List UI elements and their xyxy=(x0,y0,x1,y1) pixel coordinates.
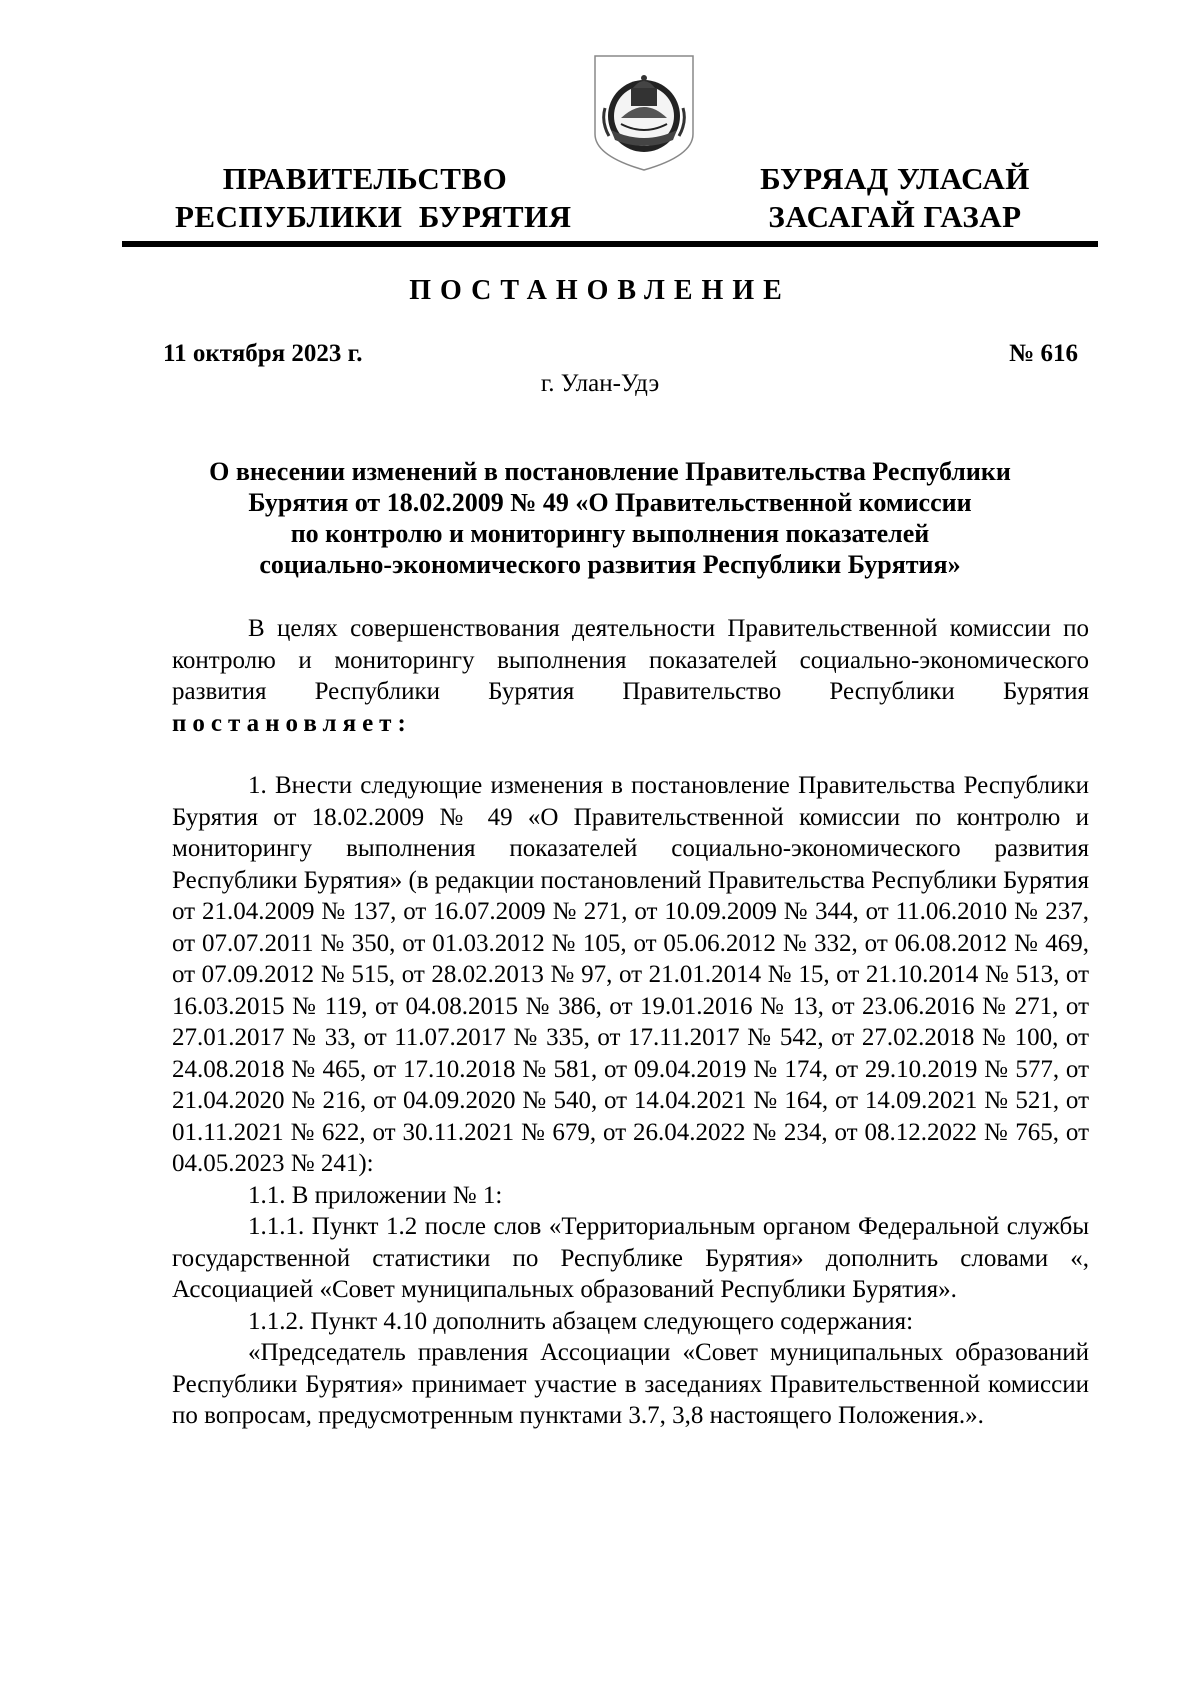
document-body xyxy=(172,613,1089,1432)
document-number: № 616 xyxy=(1009,340,1078,367)
issuer-line-2: РЕСПУБЛИКИ БУРЯТИЯ xyxy=(175,199,572,234)
header-divider xyxy=(122,241,1098,247)
issuer-name-russian xyxy=(175,160,572,236)
document-type: ПОСТАНОВЛЕНИЕ xyxy=(409,275,791,306)
coat-of-arms-icon xyxy=(591,52,697,174)
document-date: 11 октября 2023 г. xyxy=(163,340,363,367)
item-1-1-paragraph: 1.1. В приложении № 1: xyxy=(248,1181,503,1209)
document-title xyxy=(160,456,1060,580)
title-line-4: социально-экономического развития Республики Бурятия» xyxy=(259,550,961,579)
item-1-paragraph: 1. Внести следующие изменения в постановление Правительства Республики Бурятия от 18.02.2009 № 49 «О Правительственной комиссии по контролю и мониторингу выполнения показателей социально-экономического развития Республики Бурятия» (в редакции постановлений Правительства Республики Бурятия от 21.04.2009 № 137, от 16.07.2009 № 271, от 10.09.2009 № 344, от 11.06.2010 № 237, от 07.07.2011 № 350, от 01.03.2012 № 105, от 05.06.2012 № 332, от 06.08.2012 № 469, от 07.09.2012 № 515, от 28.02.2013 № 97, от 21.01.2014 № 15, от 21.10.2014 № 513, от 16.03.2015 № 119, от 04.08.2015 № 386, от 19.01.2016 № 13, от 23.06.2016 № 271, от 27.01.2017 № 33, от 11.07.2017 № 335, от 17.11.2017 № 542, от 27.02.2018 № 100, от 24.08.2018 № 465, от 17.10.2018 № 581, от 09.04.2019 № 174, от 29.10.2019 № 577, от 21.04.2020 № 216, от 04.09.2020 № 540, от 14.04.2021 № 164, от 14.09.2021 № 521, от 01.11.2021 № 622, от 30.11.2021 № 679, от 26.04.2022 № 234, от 08.12.2022 № 765, от 04.05.2023 № 241): xyxy=(172,772,1089,1177)
item-1-1-1-paragraph: 1.1.1. Пункт 1.2 после слов «Территориальным органом Федеральной службы государственной статистики по Республике Бурятия» дополнить словами «, Ассоциацией «Совет муниципальных образований Республики Бурятия». xyxy=(172,1213,1089,1303)
issuer-name-buryat xyxy=(745,160,1045,236)
title-line-1: О внесении изменений в постановление Правительства Республики xyxy=(209,457,1011,486)
preamble-keyword: постановляет: xyxy=(172,709,412,737)
preamble-paragraph xyxy=(172,613,1089,739)
preamble-text: В целях совершенствования деятельности Правительственной комиссии по контролю и мониторингу выполнения показателей социально-экономического развития Республики Бурятия Правительство Республики Бурятия xyxy=(172,615,1089,705)
item-1-1-2-paragraph: 1.1.2. Пункт 4.10 дополнить абзацем следующего содержания: xyxy=(248,1307,914,1335)
quote-paragraph: «Председатель правления Ассоциации «Совет муниципальных образований Республики Бурятия» принимает участие в заседаниях Правительственной комиссии по вопросам, предусмотренным пунктами 3.7, 3,8 настоящего Положения.». xyxy=(172,1339,1089,1429)
title-line-3: по контролю и мониторингу выполнения показателей xyxy=(290,519,930,548)
issuer-buryat-line-2: ЗАСАГАЙ ГАЗАР xyxy=(768,199,1022,234)
document-city: г. Улан-Удэ xyxy=(540,370,660,397)
issuer-line-1: ПРАВИТЕЛЬСТВО xyxy=(222,161,508,196)
title-line-2: Бурятия от 18.02.2009 № 49 «О Правительственной комиссии xyxy=(248,488,972,517)
issuer-buryat-line-1: БУРЯАД УЛАСАЙ xyxy=(760,161,1030,196)
